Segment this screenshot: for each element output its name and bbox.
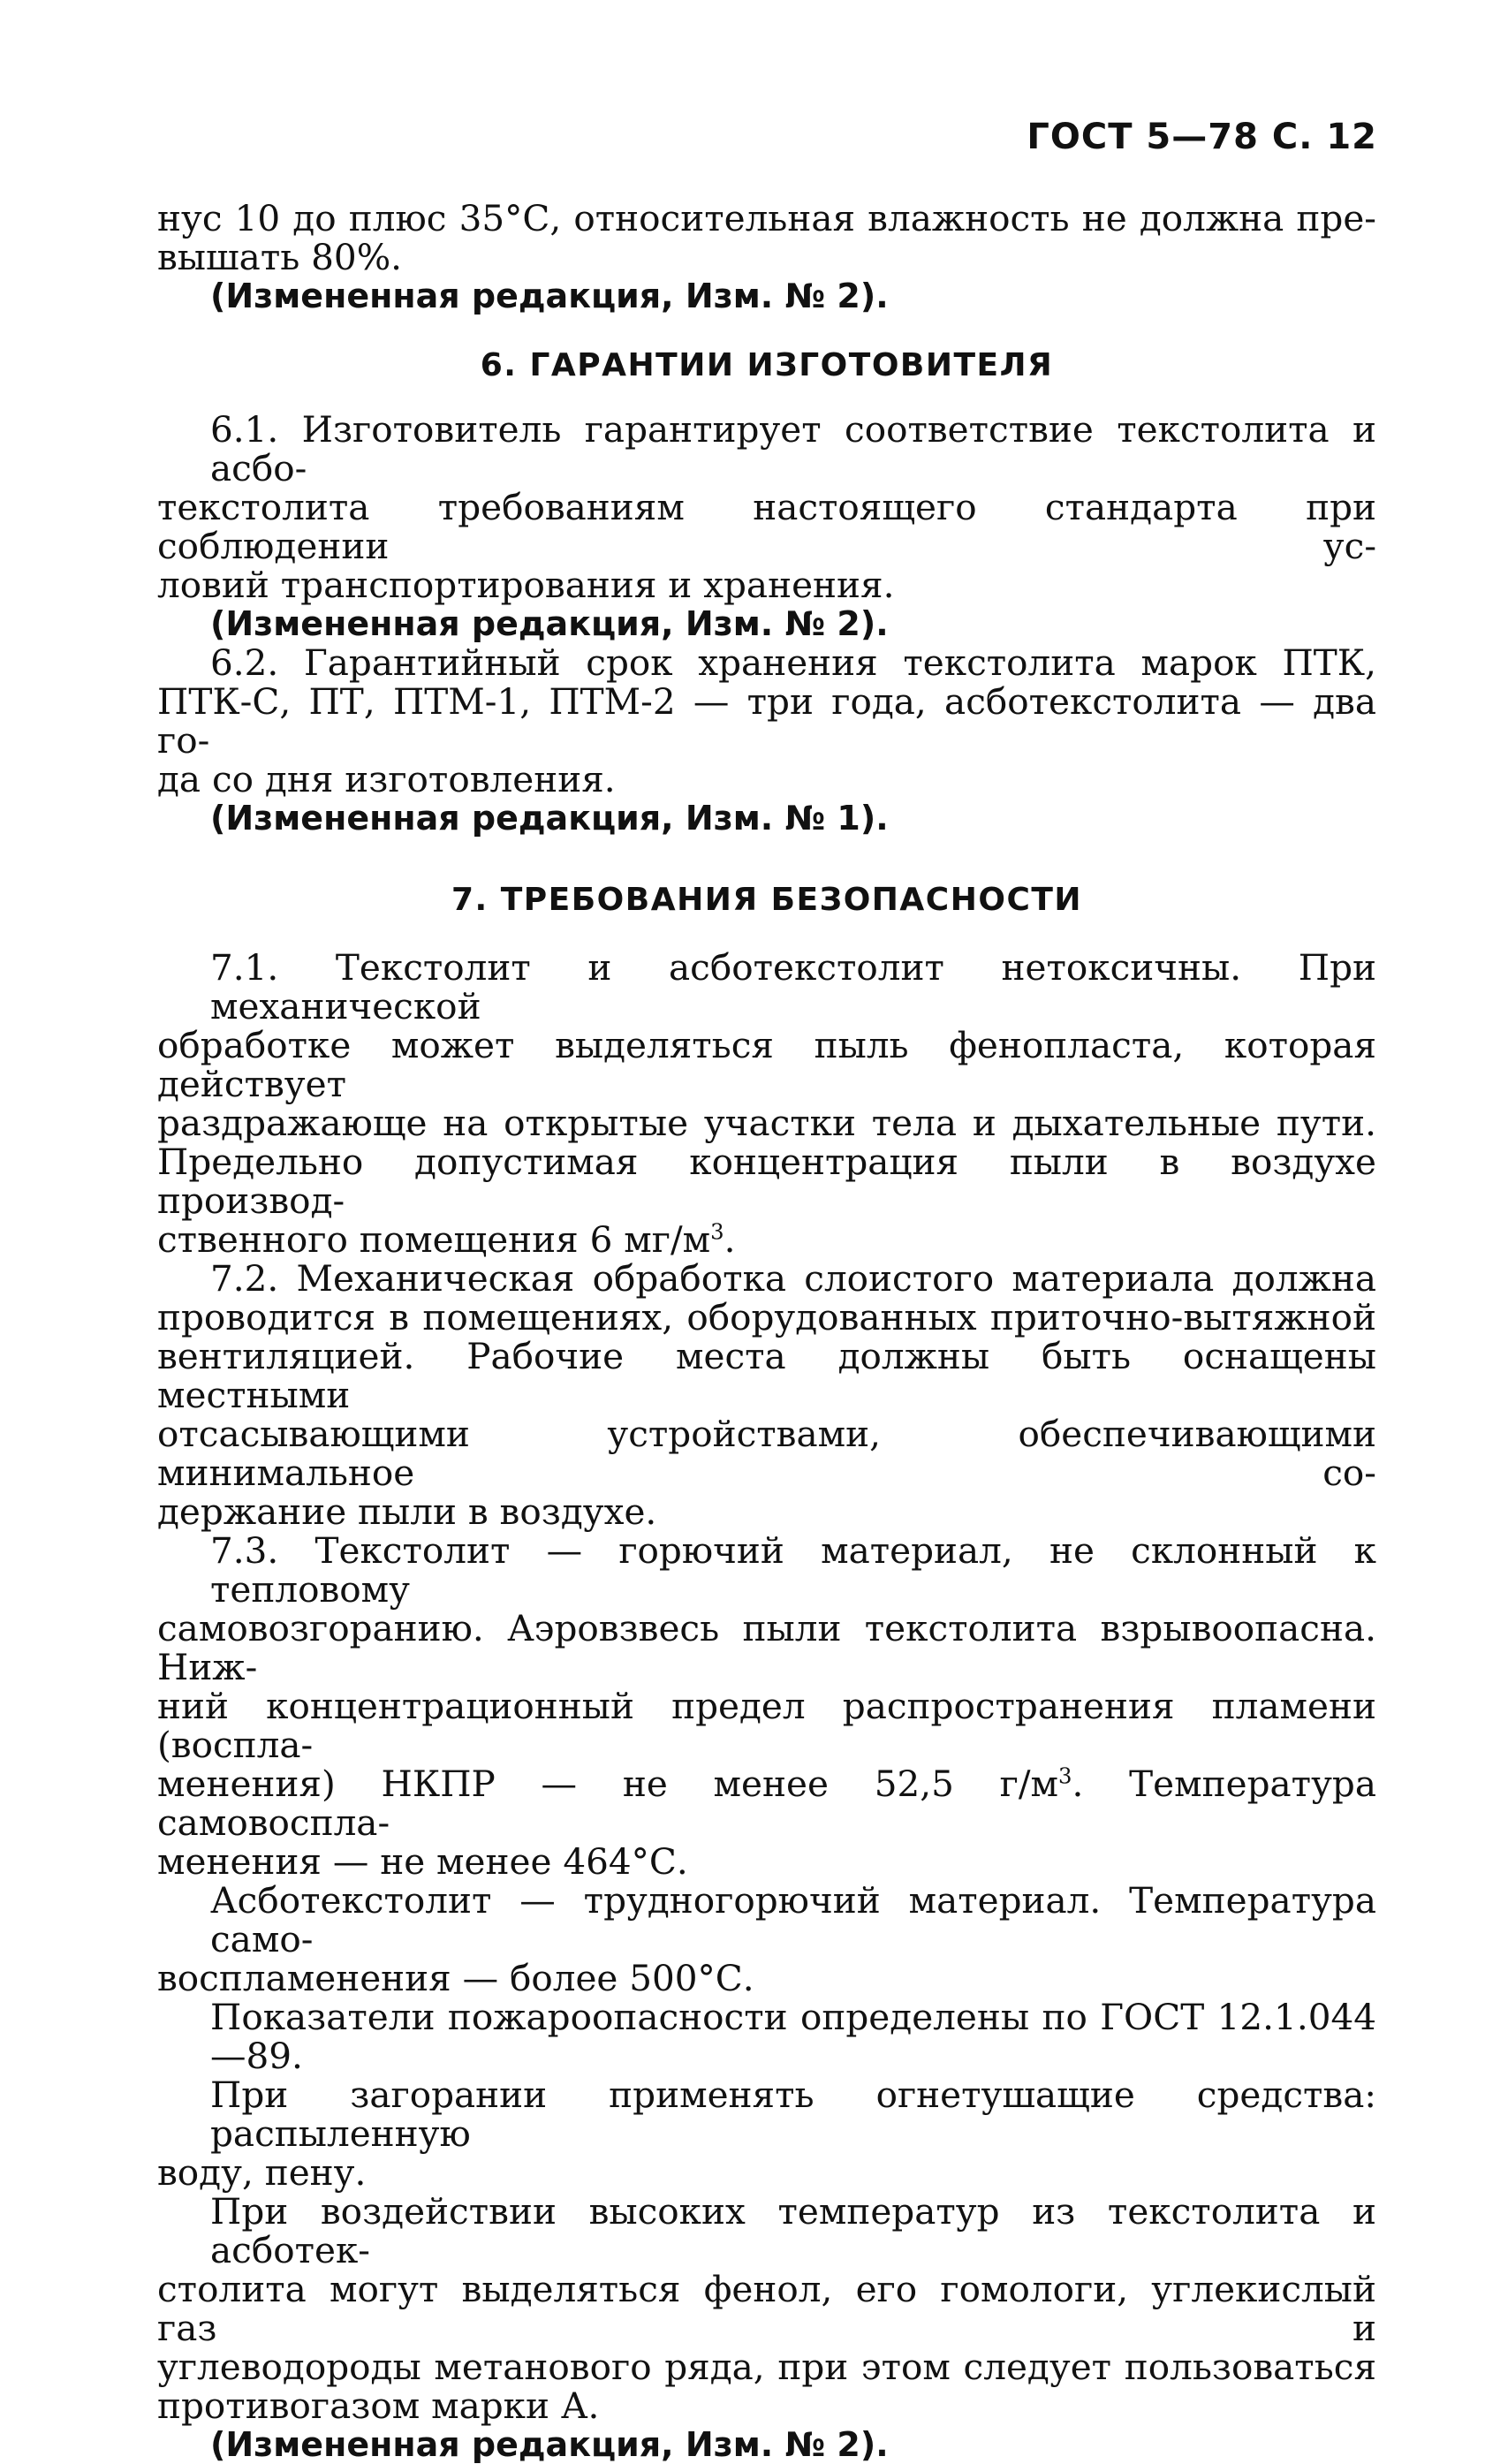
clause-7-3 (157, 1531, 1376, 1881)
text-line: столита могут выделяться фенол, его гомологи, углекислый газ и (157, 2268, 1376, 2349)
text-line: вышать 80%. (157, 236, 403, 278)
text-line: воду, пену. (157, 2151, 367, 2194)
text-line: воспламенения — более 500°С. (157, 1957, 754, 1999)
paragraph-high-temperature (157, 2192, 1376, 2464)
amendment-note: (Измененная редакция, Изм. № 2). (210, 604, 889, 643)
text-line: да со дня изготовления. (157, 758, 616, 800)
text-line: обработке может выделяться пыль фенопласта, которая действует (157, 1024, 1376, 1105)
text-line: нус 10 до плюс 35°С, относительная влажность не должна пре- (157, 197, 1376, 239)
paragraph-extinguishing (157, 2075, 1376, 2192)
text-line: ний концентрационный предел распространения пламени (воспла- (157, 1685, 1376, 1766)
clause-7-1 (157, 948, 1376, 1259)
clause-7-2 (157, 1259, 1376, 1531)
text-line (157, 1220, 1376, 1259)
text-line: 7.3. Текстолит — горючий материал, не склонный к тепловому (210, 1529, 1376, 1611)
text-line: держание пыли в воздухе. (157, 1490, 657, 1533)
text-line: При загорании применять огнетушащие средства: распыленную (210, 2074, 1376, 2155)
text-fragment: . Температура самовоспла- (157, 1763, 1376, 1844)
text-line: Асботекстолит — трудногорючий материал. Температура само- (210, 1879, 1376, 1960)
page-header-reference: ГОСТ 5—78 С. 12 (1027, 117, 1377, 157)
clause-6-2 (157, 643, 1376, 838)
superscript: 3 (1058, 1763, 1072, 1789)
amendment-note: (Измененная редакция, Изм. № 1). (210, 799, 889, 838)
section-7-heading: 7. ТРЕБОВАНИЯ БЕЗОПАСНОСТИ (451, 882, 1083, 918)
amendment-note: (Измененная редакция, Изм. № 2). (210, 2425, 889, 2464)
text-line: самовозгоранию. Аэровзвесь пыли текстолита взрывоопасна. Ниж- (157, 1607, 1376, 1688)
clause-6-1 (157, 410, 1376, 643)
superscript: 3 (710, 1218, 724, 1245)
text-line: ПТК-С, ПТ, ПТМ-1, ПТМ-2 — три года, асботекстолита — два го- (157, 680, 1376, 762)
text-line: вентиляцией. Рабочие места должны быть оснащены местными (157, 1335, 1376, 1416)
text-line (157, 1764, 1376, 1842)
text-fragment: менения) НКПР — не менее 52,5 г/м (157, 1763, 1059, 1805)
intro-paragraph (157, 199, 1376, 315)
text-line: Предельно допустимая концентрация пыли в воздухе производ- (157, 1141, 1376, 1222)
text-line: ловий транспортирования и хранения. (157, 564, 895, 606)
amendment-note: (Измененная редакция, Изм. № 2). (210, 277, 889, 315)
text-line: проводится в помещениях, оборудованных приточно-вытяжной (157, 1296, 1376, 1338)
text-line: Показатели пожароопасности определены по ГОСТ 12.1.044—89. (210, 1996, 1376, 2077)
text-line: 6.1. Изготовитель гарантирует соответствие текстолита и асбо- (210, 408, 1376, 489)
text-line: 7.1. Текстолит и асботекстолит нетоксичны. При механической (210, 946, 1376, 1027)
document-body (157, 115, 1376, 2464)
paragraph-asbotextolite (157, 1881, 1376, 1998)
text-line: 7.2. Механическая обработка слоистого материала должна (210, 1257, 1376, 1300)
text-line: текстолита требованиям настоящего стандарта при соблюдении ус- (157, 486, 1376, 567)
section-6-heading: 6. ГАРАНТИИ ИЗГОТОВИТЕЛЯ (480, 347, 1054, 383)
text-line: менения — не менее 464°С. (157, 1840, 688, 1883)
text-line: При воздействии высоких температур из текстолита и асботек- (210, 2190, 1376, 2271)
text-line: углеводороды метанового ряда, при этом следует пользоваться (157, 2346, 1376, 2388)
text-line: 6.2. Гарантийный срок хранения текстолита марок ПТК, (210, 641, 1376, 684)
text-fragment: . (724, 1218, 736, 1261)
text-line: противогазом марки А. (157, 2384, 600, 2427)
paragraph-fire-hazard (157, 1998, 1376, 2075)
text-line: раздражающе на открытые участки тела и дыхательные пути. (157, 1102, 1376, 1144)
text-fragment: ственного помещения 6 мг/м (157, 1218, 711, 1261)
text-line: отсасывающими устройствами, обеспечивающими минимальное со- (157, 1413, 1376, 1494)
